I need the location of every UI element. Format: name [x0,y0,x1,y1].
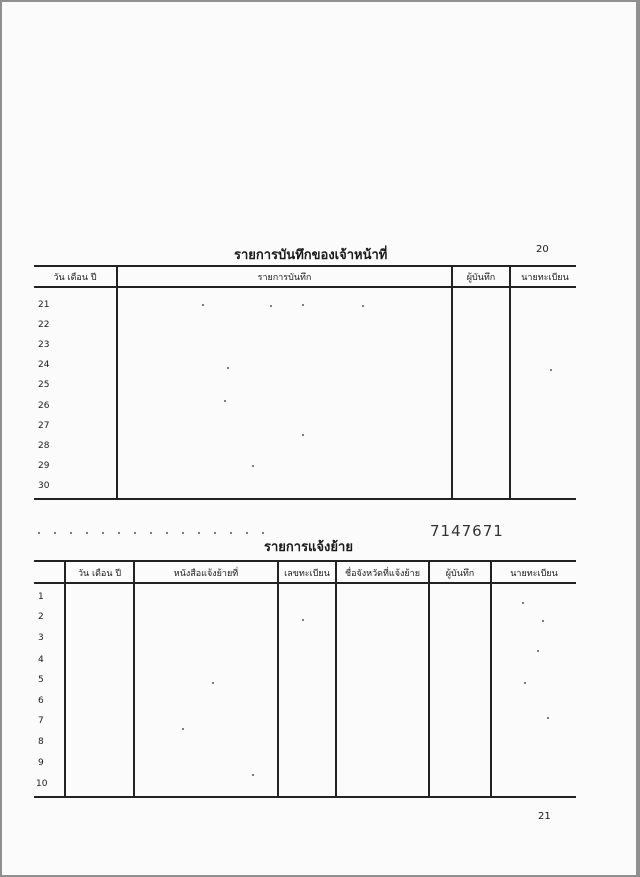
header-date: วัน เดือน ปี [77,569,122,579]
serial-stamp: 7147671 [430,522,504,540]
row-number: 9 [38,758,44,768]
relocation-title: รายการแจ้งย้าย [264,540,353,555]
row-number: 1 [38,592,44,602]
row-number: 5 [38,675,44,685]
row-number: 23 [38,340,50,350]
row-number: 6 [38,696,44,706]
row-number: 25 [38,380,50,390]
row-number: 29 [38,461,50,471]
row-number: 27 [38,421,50,431]
header-registration-number: เลขทะเบียน [284,569,330,579]
header-date: วัน เดือน ปี [53,273,97,283]
page-number-bottom: 21 [538,811,551,822]
row-number: 21 [38,300,50,310]
row-number: 8 [38,737,44,747]
row-number: 4 [38,655,44,665]
row-number: 3 [38,633,44,643]
row-number: 28 [38,441,50,451]
row-number: 26 [38,401,50,411]
header-registrar: นายทะเบียน [510,569,558,579]
row-number: 10 [36,779,48,789]
row-number: 22 [38,320,50,330]
document-page [2,2,636,875]
header-recorder: ผู้บันทึก [466,273,496,283]
header-notice-number: หนังสือแจ้งย้ายที่ [173,569,239,579]
officer-records-title: รายการบันทึกของเจ้าหน้าที่ [234,248,388,263]
header-recorder: ผู้บันทึก [445,569,475,579]
header-province: ชื่อจังหวัดที่แจ้งย้าย [344,569,420,579]
row-number: 24 [38,360,50,370]
page-number-top: 20 [536,244,549,255]
header-registrar: นายทะเบียน [521,273,569,283]
header-record: รายการบันทึก [257,273,312,283]
row-number: 2 [38,612,44,622]
row-number: 30 [38,481,50,491]
row-number: 7 [38,716,44,726]
